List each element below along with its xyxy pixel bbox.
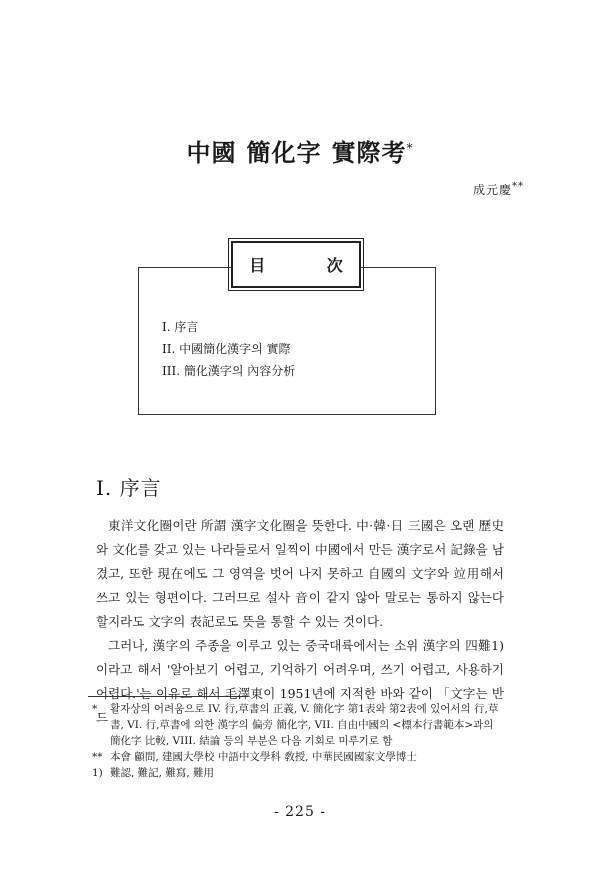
body-text	[96, 514, 504, 730]
page-number: - 225 -	[273, 804, 327, 820]
toc-heading: 目 次	[249, 256, 371, 275]
author-footnote-mark: **	[512, 181, 524, 192]
footnote-text: 本會 顧問, 建國大學校 中語中文學科 敎授, 中華民國國家文學博士	[110, 751, 417, 763]
author-name-text: 成元慶	[472, 183, 512, 197]
footnote-text: 활자상의 어려움으로 IV. 行,草書의 正義, V. 簡化字 第1表와 第2表에 있어서의 行,草書, VI. 行,草書에 의한 漢字의 偏旁 簡化字, VII. 自由中國의 <標本行書範本>과의 簡化字 比較, VIII. 結論 등의 부분은 다음 기회로 미루기로 함	[110, 703, 499, 747]
article-title	[0, 133, 600, 168]
toc-list	[162, 318, 295, 384]
section-heading: I. 序言	[96, 476, 162, 500]
footnote-item	[92, 749, 504, 765]
footnote-item	[92, 765, 504, 781]
body-paragraph-1: 東洋文化圈이란 所謂 漢字文化圈을 뜻한다. 中·韓·日 三國은 오랜 歷史와 文化를 갖고 있는 나라들로서 일찍이 中國에서 만든 漢字로서 記錄을 남겼고, 또한 現在에도 그 영역을 벗어 나지 못하고 自國의 文字와 竝用해서 쓰고 있는 형편이다. 그러므로 설사 音이 같지 않아 말로는 통하지 않는다 할지라도 文字의 表記로도 뜻을 통할 수 있는 것이다.	[96, 518, 504, 629]
title-footnote-mark: *	[406, 141, 414, 155]
body-paragraph-2: 그러나, 漢字의 주종을 이루고 있는 중국대륙에서는 소위 漢字의 四難1)이라고 해서 '알아보기 어렵고, 기억하기 어려우며, 쓰기 어렵고, 사용하기 어렵다.'는 이유로 해서 毛澤東이 1951년에 지적한 바와 같이 「文字는 반드	[96, 638, 504, 725]
title-part-2: 簡化字	[246, 138, 322, 167]
footnote-mark: *	[92, 703, 98, 715]
footnote-divider	[88, 696, 248, 697]
footnote-item	[92, 701, 504, 749]
toc-item: I. 序言	[162, 320, 199, 334]
toc-heading-box	[231, 241, 371, 288]
footnote-mark: **	[92, 751, 103, 763]
author-name	[473, 181, 524, 198]
footnote-text: 難認, 難記, 難寫, 難用	[110, 767, 215, 779]
footnote-mark: 1)	[92, 767, 103, 779]
title-part-3: 實際考	[331, 138, 407, 167]
toc-item: III. 簡化漢字의 內容分析	[162, 364, 296, 378]
footnotes	[92, 701, 504, 781]
toc-item: II. 中國簡化漢字의 實際	[162, 342, 291, 356]
title-part-1: 中國	[186, 138, 237, 167]
